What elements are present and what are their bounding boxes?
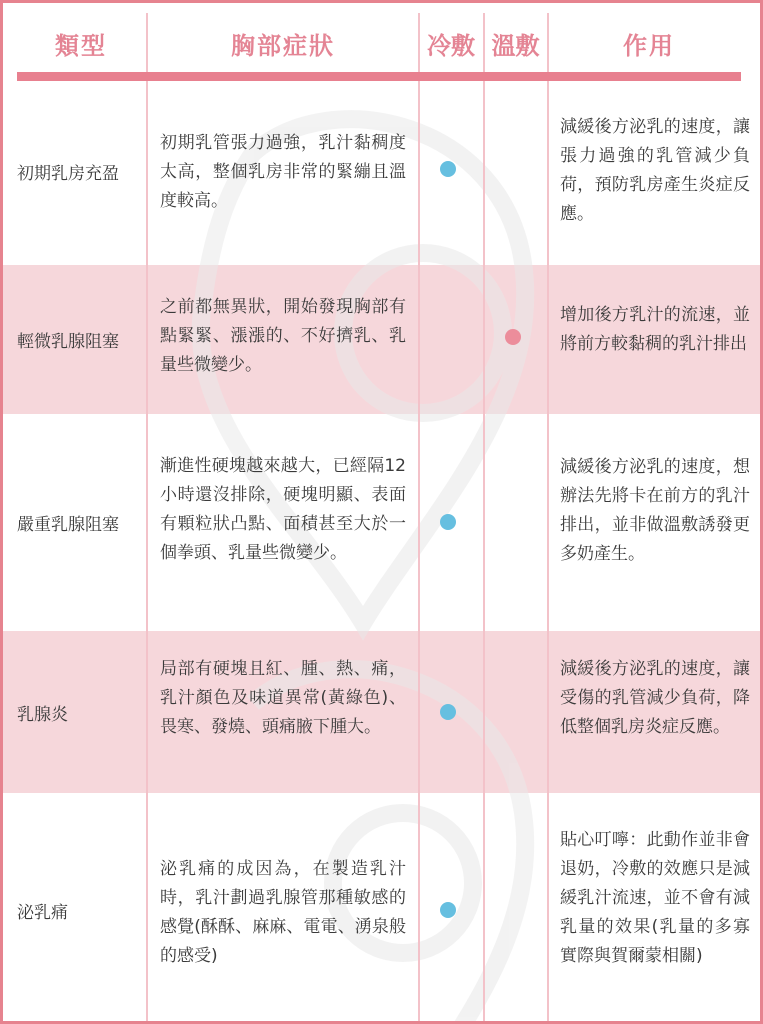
row-symptom-text: 局部有硬塊且紅、腫、熱、痛，乳汁顏色及味道異常(黃綠色)、畏寒、發燒、頭痛腋下腫大。 [160, 659, 406, 737]
warm-compress-dot [505, 329, 521, 345]
header-effect: 作用 [623, 31, 675, 60]
cold-compress-dot [440, 161, 456, 177]
header-symptom: 胸部症狀 [231, 31, 335, 60]
header-cold: 冷敷 [427, 31, 475, 60]
row-effect-text: 增加後方乳汁的流速，並將前方較黏稠的乳汁排出 [560, 305, 750, 354]
column-divider [146, 13, 148, 1021]
row-type-label: 初期乳房充盈 [17, 163, 119, 184]
cold-compress-dot [440, 514, 456, 530]
row-type-label: 輕微乳腺阻塞 [17, 332, 119, 352]
cold-compress-dot [440, 902, 456, 918]
column-divider [418, 13, 420, 1021]
row-effect-text: 減緩後方泌乳的速度，讓張力過強的乳管減少負荷，預防乳房產生炎症反應。 [560, 117, 750, 224]
row-type-label: 嚴重乳腺阻塞 [17, 515, 119, 535]
row-symptom-text: 漸進性硬塊越來越大，已經隔12小時還沒排除，硬塊明顯、表面有顆粒狀凸點、面積甚至大於一個拳頭、乳量些微變少。 [160, 456, 406, 563]
header-warm: 溫敷 [491, 31, 540, 60]
row-type-label: 乳腺炎 [17, 704, 68, 725]
row-type-label: 泌乳痛 [17, 902, 68, 923]
header-underline [17, 72, 741, 81]
row-symptom-text: 之前都無異狀，開始發現胸部有點緊緊、漲漲的、不好擠乳、乳量些微變少。 [160, 297, 406, 375]
row-symptom-text: 泌乳痛的成因為，在製造乳汁時，乳汁劃過乳腺管那種敏感的感覺(酥酥、麻麻、電電、湧泉般的感受) [160, 859, 406, 966]
row-effect-text: 貼心叮嚀：此動作並非會退奶，冷敷的效應只是減緩乳汁流速，並不會有減乳量的效果(乳量的多寡實際與賀爾蒙相關) [560, 830, 750, 966]
header-type: 類型 [55, 31, 107, 60]
row-symptom-text: 初期乳管張力過強，乳汁黏稠度太高，整個乳房非常的緊繃且溫度較高。 [160, 133, 406, 211]
column-divider [547, 13, 549, 1021]
cold-compress-dot [440, 704, 456, 720]
row-effect-text: 減緩後方泌乳的速度，想辦法先將卡在前方的乳汁排出，並非做溫敷誘發更多奶產生。 [560, 457, 750, 564]
row-effect-text: 減緩後方泌乳的速度，讓受傷的乳管減少負荷，降低整個乳房炎症反應。 [560, 659, 750, 737]
column-divider [483, 13, 485, 1021]
